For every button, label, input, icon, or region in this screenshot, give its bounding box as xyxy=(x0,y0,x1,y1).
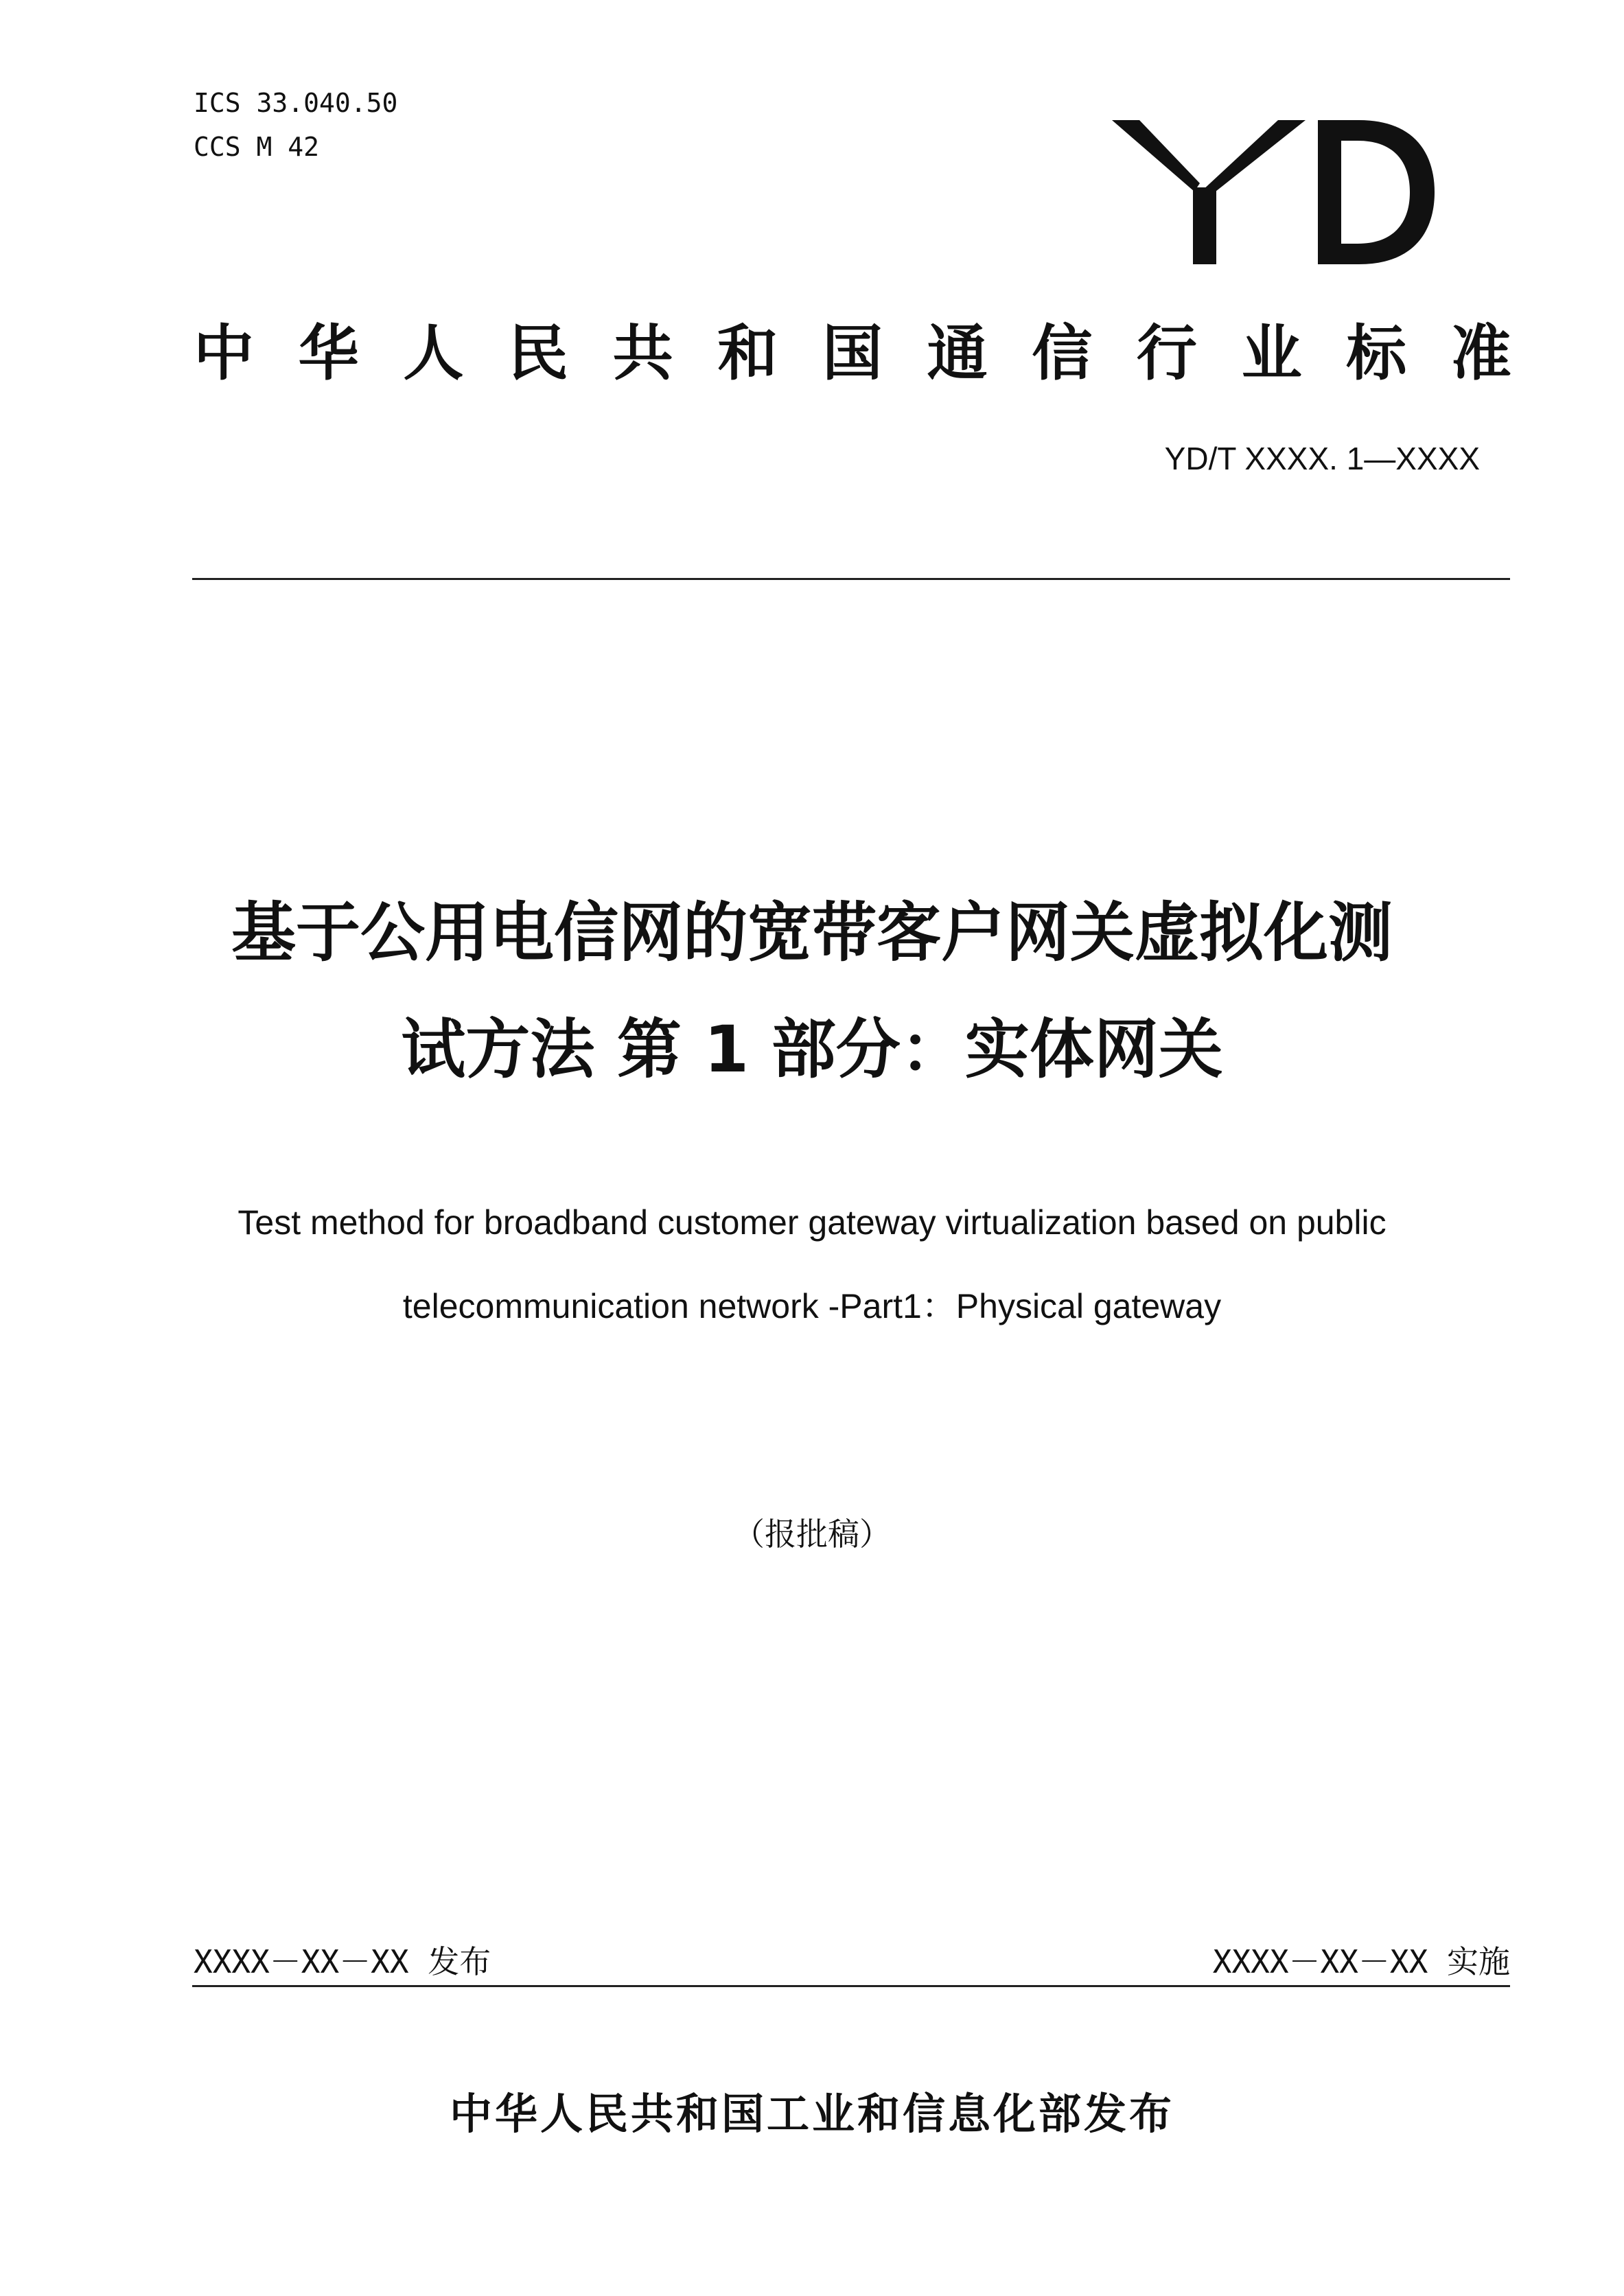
title-cn-line-2: 试方法 第 1 部分：实体网关 xyxy=(401,1012,1223,1087)
ics-code: ICS 33.040.50 xyxy=(194,88,398,118)
standard-number: YD/T XXXX. 1—XXXX xyxy=(1164,441,1480,476)
issuing-authority: 中华人民共和国工业和信息化部发布 xyxy=(449,2089,1174,2139)
industry-title-char: 国 xyxy=(822,318,883,389)
implementation-date: XXXX－XX－XX 实施 xyxy=(1212,1943,1510,1980)
classification-codes xyxy=(194,81,397,169)
industry-title-char: 业 xyxy=(1241,318,1302,389)
document-title-cn xyxy=(124,875,1500,1109)
title-cn-line-1: 基于公用电信网的宽带客户网关虚拟化测 xyxy=(231,896,1393,971)
industry-title-char: 民 xyxy=(507,318,568,389)
document-title-en xyxy=(124,1181,1500,1348)
industry-title-char: 通 xyxy=(927,318,988,389)
draft-status: （报批稿） xyxy=(733,1516,891,1553)
industry-standard-title xyxy=(194,312,1511,395)
industry-title-char: 和 xyxy=(717,318,778,389)
industry-title-char: 准 xyxy=(1450,318,1511,389)
footer-divider xyxy=(192,1985,1510,1987)
industry-title-char: 标 xyxy=(1346,318,1407,389)
title-en-line-1: Test method for broadband customer gateway virtualization based on public xyxy=(237,1203,1387,1242)
industry-title-char: 信 xyxy=(1032,318,1093,389)
ccs-code: CCS M 42 xyxy=(194,132,320,162)
industry-title-char: 华 xyxy=(298,318,359,389)
industry-title-char: 行 xyxy=(1136,318,1197,389)
industry-title-char: 中 xyxy=(194,318,255,389)
title-en-line-2: telecommunication network -Part1：Physical gateway xyxy=(402,1287,1222,1325)
industry-title-char: 人 xyxy=(403,318,464,389)
issue-date: XXXX－XX－XX 发布 xyxy=(194,1943,491,1980)
header-divider xyxy=(192,578,1510,580)
industry-title-char: 共 xyxy=(612,318,673,389)
yd-logo xyxy=(1112,120,1435,264)
